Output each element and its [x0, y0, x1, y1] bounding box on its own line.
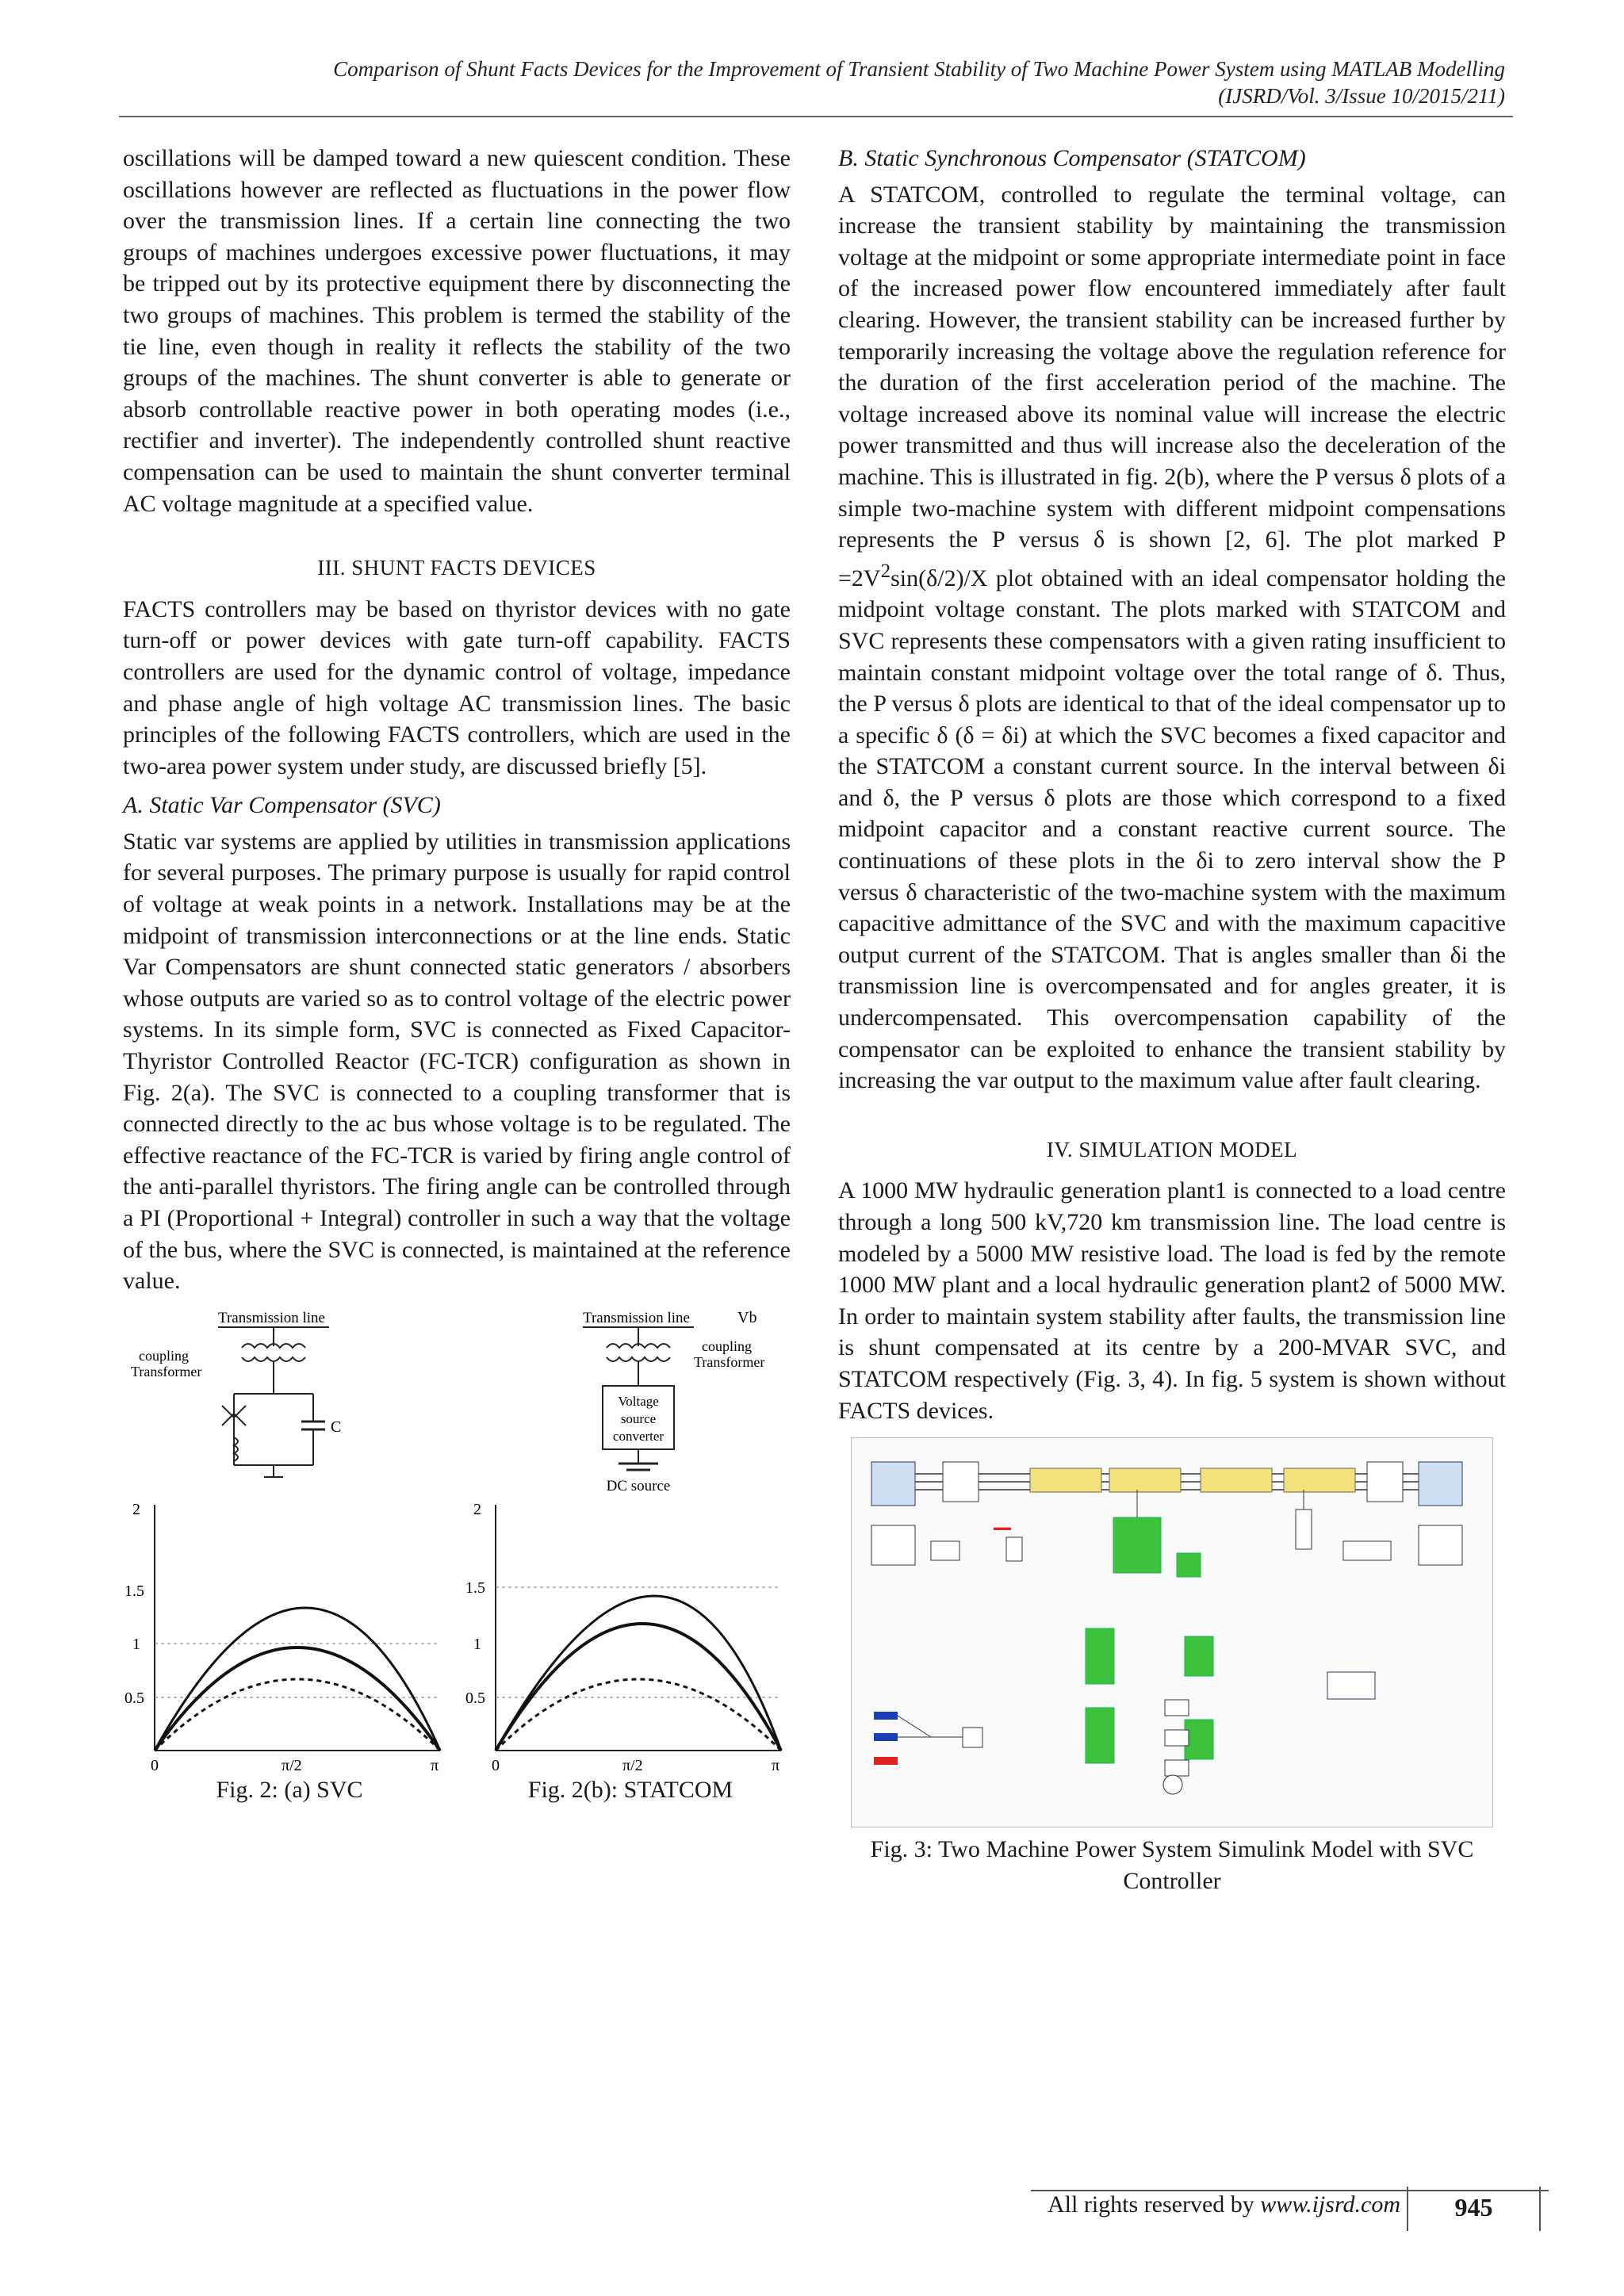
transformer-1-block — [943, 1462, 979, 1502]
statcom-curve-ideal — [496, 1624, 781, 1751]
statcom-ytick-1: 1 — [473, 1635, 481, 1653]
svc-curve-max — [155, 1608, 440, 1751]
svc-line-label: Transmission line — [218, 1309, 325, 1326]
phasor-block — [1327, 1672, 1375, 1699]
paragraph-statcom — [838, 179, 1506, 1096]
svc-xtick-pi-2: π/2 — [282, 1756, 302, 1774]
section-title-shunt-facts: III. SHUNT FACTS DEVICES — [317, 556, 596, 580]
line-3-block — [1201, 1468, 1272, 1492]
figure-3-simulink-model — [851, 1437, 1493, 1827]
statcom-pv-plot — [465, 1501, 781, 1774]
generator-1-block — [871, 1462, 915, 1506]
paragraph-simulation-model: A 1000 MW hydraulic generation plant1 is connected to a load centre through a long 500 kV,720 km transmission line. The load centre is modeled by a 5000 MW resistive load. The load is fed by the remote 1000 MW plant and a local hydraulic generation plant2 of 5000 MW. In order to maintain system stability after faults, the transmission line is shunt compensated at its centre by a 200-MVAR SVC, and STATCOM respectively (Fig. 3, 4). In fig. 5 system is shown without FACTS devices. — [838, 1177, 1506, 1424]
statcom-xtick-pi-2: π/2 — [622, 1756, 643, 1774]
figure-2 — [123, 1307, 791, 1814]
turbine-regulator-1-block — [871, 1525, 915, 1565]
vsc-line3: converter — [612, 1428, 665, 1444]
line-2-block — [1109, 1468, 1181, 1492]
svc-ytick-1: 1 — [132, 1635, 140, 1653]
statcom-superscript: 2 — [880, 560, 891, 582]
statcom-diagram-and-plot — [464, 1307, 797, 1774]
paragraph-oscillations: oscillations will be damped toward a new quiescent condition. These oscillations however are reflected as fluctuations in the power flow over the transmission lines. If a certain line connecting the two groups of machines undergoes excessive power fluctuations, it may be tripped out by its protective equipment there by disconnecting the two groups of machines. This problem is termed the stability of the tie line, even though in reality it reflects the stability of the two groups of the machines. The shunt converter is able to generate or absorb controllable reactive power in both operating modes (i.e., rectifier and inverter). The independently controlled shunt reactive compensation can be used to maintain the shunt converter terminal AC voltage magnitude at a specified value. — [123, 145, 791, 517]
page-number: 945 — [1407, 2187, 1541, 2231]
right-column — [838, 143, 1506, 1897]
paragraph-facts-controllers: FACTS controllers may be based on thyristor devices with no gate turn-off or power devices with gate turn-off capability. FACTS controllers are used for the dynamic control of voltage, impedance and phase angle of high voltage AC transmission lines. The basic principles of the following FACTS controllers, which are used in the two-area power system under study, are discussed briefly [5]. — [123, 595, 791, 779]
fig2b-caption: Fig. 2(b): STATCOM — [527, 1776, 733, 1803]
header-rule — [119, 116, 1513, 117]
page-footer — [1048, 2187, 1541, 2231]
statcom-transformer-label: Transformer — [694, 1353, 765, 1370]
statcom-ytick-1-5: 1.5 — [465, 1578, 485, 1597]
svc-pv-plot — [124, 1501, 440, 1774]
svc-xtick-0: 0 — [151, 1756, 159, 1774]
turbine-regulator-2-block — [1419, 1525, 1462, 1565]
statcom-text-b: sin(δ/2)/X plot obtained with an ideal compensator holding the midpoint voltage constant. The plots marked with STATCOM and SVC represents these compensators with a given rating insufficient to maintain constant midpoint voltage over the total range of δ. Thus, the P versus δ plots are identical to that of the ideal compensator up to a specific δ (δ = δi) at which the SVC becomes a fixed capacitor and the STATCOM a constant current source. In the interval between δi and δ, the P versus δ plots are those which correspond to a fixed midpoint capacitor and a constant reactive current source. The continuations of these plots in the δi to zero interval show the P versus δ characteristic of the two-machine system with the maximum capacitive admittance of the SVC and with the maximum capacitive output current of the STATCOM. That is angles smaller than δi the transmission line is overcompensated and for angles greater, it is undercompensated. This overcompensation capability of the compensator can be exploited to enhance the transient stability by increasing the var output to the maximum value after fault clearing. — [838, 564, 1506, 1094]
svc-transformer-label: Transformer — [131, 1363, 202, 1380]
load-block — [1296, 1510, 1312, 1549]
machine-signals-block — [1086, 1708, 1114, 1763]
running-header — [119, 55, 1505, 109]
fault-breaker-block — [1006, 1537, 1022, 1561]
dc-source-label: DC source — [606, 1477, 671, 1494]
subsection-title-svc: A. Static Var Compensator (SVC) — [123, 792, 441, 819]
header-title: Comparison of Shunt Facts Devices for the Improvement of Transient Stability of Two Machine Power System using MATLAB Modelling — [333, 57, 1505, 81]
footer-rights: All rights reserved by — [1048, 2191, 1261, 2218]
statcom-vb-label: Vb — [737, 1308, 757, 1326]
measurements-block — [1086, 1628, 1114, 1684]
line-1-block — [1030, 1468, 1101, 1492]
header-citation: (IJSRD/Vol. 3/Issue 10/2015/211) — [1218, 84, 1505, 108]
svc-xtick-pi: π — [431, 1756, 439, 1774]
stop-block — [1163, 1775, 1182, 1794]
section-title-simulation-model: IV. SIMULATION MODEL — [1046, 1137, 1298, 1161]
transformer-coil-bottom — [242, 1357, 305, 1361]
svc-coupling-label: coupling — [139, 1347, 189, 1364]
fig2a-caption: Fig. 2: (a) SVC — [216, 1776, 363, 1803]
figure-2b-statcom — [464, 1307, 797, 1806]
svg-text:▬▬: ▬▬ — [994, 1523, 1011, 1533]
statcom-coupling-label: coupling — [702, 1337, 752, 1354]
vsc-line2: source — [620, 1410, 657, 1426]
svc-ytick-0-5: 0.5 — [124, 1689, 144, 1707]
line-4-block — [1284, 1468, 1355, 1492]
figure-2a-svc — [123, 1307, 456, 1806]
footer-url[interactable]: www.ijsrd.com — [1260, 2191, 1400, 2218]
svc-block — [1113, 1517, 1161, 1573]
subsection-title-statcom: B. Static Synchronous Compensator (STATCOM) — [838, 145, 1306, 171]
left-column — [123, 143, 791, 1814]
transformer-2-block — [1367, 1462, 1403, 1502]
fig3-caption: Fig. 3: Two Machine Power System Simulink Model with SVC Controller — [870, 1836, 1474, 1895]
generator-2-block — [1419, 1462, 1462, 1506]
statcom-line-label: Transmission line — [583, 1309, 690, 1326]
svc-curve-uncompensated — [155, 1679, 440, 1751]
statcom-ytick-2: 2 — [473, 1500, 481, 1518]
statcom-xtick-pi: π — [772, 1756, 780, 1774]
svc-ytick-2: 2 — [132, 1500, 140, 1518]
simulink-diagram — [852, 1438, 1492, 1827]
capacitor-label: C — [331, 1418, 342, 1436]
vsc-line1: Voltage — [618, 1393, 659, 1409]
svc-diagram-and-plot — [123, 1307, 456, 1774]
statcom-xtick-0: 0 — [492, 1756, 500, 1774]
svc-curve-ideal — [155, 1647, 440, 1751]
paragraph-svc: Static var systems are applied by utilities in transmission applications for several purposes. The primary purpose is usually for rapid control of voltage at weak points in a network. Installations may be at the midpoint of transmission interconnections or at the line ends. Static Var Compensators are shunt connected static generators / absorbers whose outputs are varied so as to control voltage of the electric power systems. In its simple form, SVC is connected as Fixed Capacitor-Thyristor Controlled Reactor (FC-TCR) configuration as shown in Fig. 2(a). The SVC is connected to a coupling transformer that is connected directly to the ac bus whose voltage is to be regulated. The effective reactance of the FC-TCR is varied by firing angle control of the anti-parallel thyristors. The firing angle can be controlled through a PI (Proportional + Integral) controller in such a way that the voltage of the bus, where the SVC is connected, is maintained at the reference value. — [123, 828, 791, 1295]
statcom-coil-bottom — [607, 1357, 670, 1361]
statcom-ytick-0-5: 0.5 — [465, 1689, 485, 1707]
statcom-text-a: A STATCOM, controlled to regulate the terminal voltage, can increase the transient stability by maintaining the transmission voltage at the midpoint or some appropriate intermediate point in face of the increased power flow encountered immediately after fault clearing. However, the transient stability can be increased further by temporarily increasing the voltage above the regulation reference for the duration of the first acceleration period of the machine. The voltage increased above its nominal value will increase the electric power transmitted and thus will increase also the deceleration of the machine. This is illustrated in fig. 2(b), where the P versus δ plots of a simple two-machine system with different midpoint compensations represents the P versus δ is shown [2, 6]. The plot marked P =2V — [838, 181, 1506, 591]
statcom-curve-max — [496, 1596, 781, 1751]
svc-ytick-1-5: 1.5 — [124, 1582, 144, 1600]
